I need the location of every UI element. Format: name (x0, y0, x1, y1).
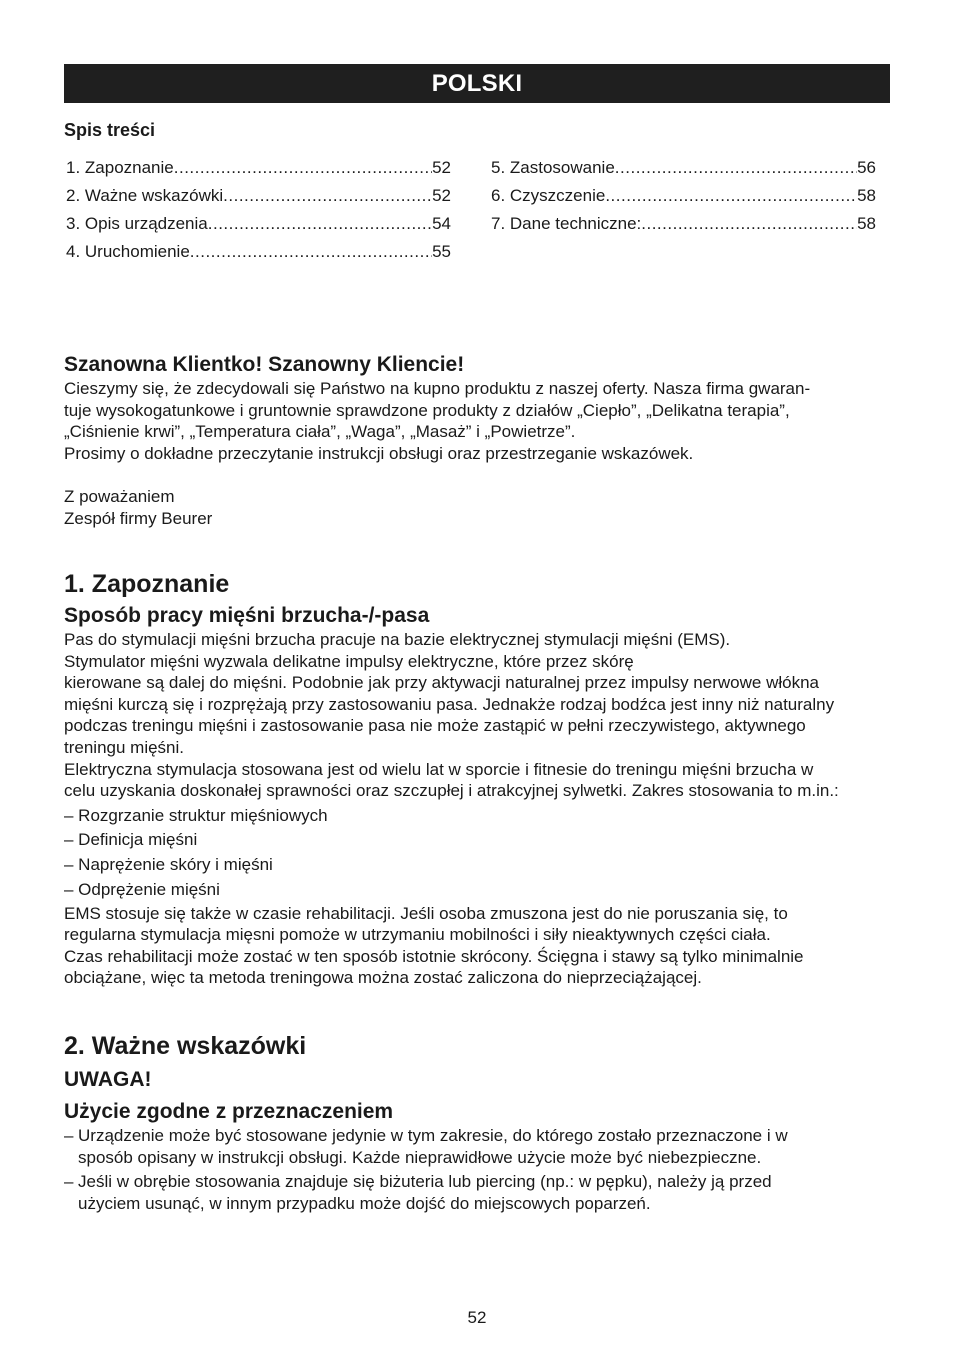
toc-item (66, 156, 451, 184)
section-introduction (64, 569, 890, 989)
toc-item-label: 2. Ważne wskazówki (66, 186, 224, 205)
section-heading: 2. Ważne wskazówki (64, 1032, 307, 1060)
greeting-closing: Z poważaniem (64, 487, 175, 507)
greeting-signature: Zespół firmy Beurer (64, 508, 213, 528)
toc-item (491, 212, 876, 240)
toc-leader-dots (223, 184, 432, 208)
toc-item-page: 52 (432, 158, 451, 177)
bullet-item (64, 1171, 890, 1214)
toc-leader-dots (641, 212, 857, 236)
toc-item-page: 55 (432, 242, 451, 261)
bullet-line: sposób opisany w instrukcji obsługi. Każde nieprawidłowe użycie może być niebezpieczne. (78, 1147, 762, 1167)
toc-item-label: 6. Czyszczenie (491, 186, 606, 205)
language-banner (64, 64, 890, 103)
toc-item (66, 212, 451, 240)
toc-title: Spis treści (64, 120, 156, 140)
bullet-dash: – (64, 1126, 74, 1145)
toc-item-label: 7. Dane techniczne: (491, 214, 642, 233)
toc-leader-dots (190, 240, 432, 264)
page-number: 52 (467, 1308, 487, 1327)
toc-item-page: 54 (432, 214, 451, 233)
bullet-line: Jeśli w obrębie stosowania znajduje się biżuteria lub piercing (np.: w pępku), należy ją przed (78, 1172, 772, 1192)
paragraph-line: Czas rehabilitacji może zostać w ten sposób istotnie skrócony. Ścięgna i stawy są tylko minimalnie (64, 946, 804, 966)
toc-item (66, 184, 451, 212)
paragraph-line: kierowane są dalej do mięśni. Podobnie jak przy aktywacji naturalnej przez impulsy nerwowe włókna (64, 673, 819, 693)
bullet-item (64, 1125, 890, 1168)
greeting-line: Prosimy o dokładne przeczytanie instrukcji obsługi oraz przestrzeganie wskazówek. (64, 443, 694, 463)
toc-leader-dots (174, 156, 432, 180)
toc-item-page: 58 (857, 214, 876, 233)
language-title: POLSKI (431, 69, 523, 97)
greeting-line: Cieszymy się, że zdecydowali się Państwo na kupno produktu z naszej oferty. Nasza firma gwaran- (64, 379, 811, 398)
paragraph-line: mięśni kurczą się i rozprężają przy zastosowaniu pasa. Jednakże rodzaj bodźca jest inny niż naturalny (64, 694, 835, 714)
paragraph-line: Pas do stymulacji mięśni brzucha pracuje na bazie elektrycznej stymulacji mięśni (EMS). (64, 630, 731, 649)
paragraph-line: obciążane, więc ta metoda treningowa można zostać zaliczona do nieprzeciążającej. (64, 968, 702, 988)
paragraph-line: EMS stosuje się także w czasie rehabilitacji. Jeśli osoba zmuszona jest do nie poruszania się, to (64, 903, 788, 923)
toc-column-right (491, 156, 876, 240)
bullet-line: użyciem usunąć, w innym przypadku może dojść do miejscowych poparzeń. (78, 1193, 651, 1213)
paragraph-line: regularna stymulacja mięsni pomoże w utrzymaniu mobilności i siły nieaktywnych części ciała. (64, 925, 771, 945)
greeting-line: tuje wysokogatunkowe i gruntownie sprawdzone produkty z działów „Ciepło”, „Delikatna terapia”, (64, 400, 790, 420)
toc-item-label: 1. Zapoznanie (66, 158, 174, 177)
greeting-section (64, 352, 890, 530)
paragraph-line: Stymulator mięśni wyzwala delikatne impulsy elektryczne, które przez skórę (64, 651, 634, 671)
paragraph-line: treningu mięśni. (64, 737, 185, 757)
bullet-line: Urządzenie może być stosowane jedynie w tym zakresie, do którego zostało przeznaczone i w (78, 1126, 788, 1145)
toc-item-page: 58 (857, 186, 876, 205)
toc-leader-dots (208, 212, 432, 236)
toc-item (491, 156, 876, 184)
toc-leader-dots (615, 156, 857, 180)
section-subheading: Użycie zgodne z przeznaczeniem (64, 1100, 394, 1123)
paragraph-line: podczas treningu mięśni i zastosowanie pasa nie może zastąpić w pełni rzeczywistego, aktywnego (64, 716, 806, 736)
list-item: – Odprężenie mięśni (64, 879, 220, 899)
greeting-heading: Szanowna Klientko! Szanowny Kliencie! (64, 353, 465, 376)
toc-item (66, 240, 451, 268)
section-important-notes (64, 1031, 890, 1217)
toc-column-left (66, 156, 451, 268)
toc-item (491, 184, 876, 212)
list-item: – Definicja mięśni (64, 830, 198, 850)
warning-label: UWAGA! (64, 1068, 152, 1091)
list-item: – Rozgrzanie struktur mięśniowych (64, 805, 328, 825)
paragraph-line: Elektryczna stymulacja stosowana jest od wielu lat w sporcie i fitnesie do treningu mięśni brzucha w (64, 759, 814, 779)
bullet-dash: – (64, 1172, 74, 1192)
toc-item-label: 3. Opis urządzenia (66, 214, 208, 233)
toc-item-page: 52 (432, 186, 451, 205)
toc-item-page: 56 (857, 158, 876, 177)
section-subheading: Sposób pracy mięśni brzucha-/-pasa (64, 604, 430, 627)
greeting-line: „Ciśnienie krwi”, „Temperatura ciała”, „Waga”, „Masaż” i „Powietrze”. (64, 422, 576, 442)
toc-item-label: 4. Uruchomienie (66, 242, 190, 261)
paragraph-line: celu uzyskania doskonałej sprawności oraz szczupłej i atrakcyjnej sylwetki. Zakres stosowania to m.in.: (64, 781, 839, 801)
list-item: – Naprężenie skóry i mięśni (64, 855, 273, 875)
toc-item-label: 5. Zastosowanie (491, 158, 615, 177)
toc-leader-dots (605, 184, 857, 208)
section-heading: 1. Zapoznanie (64, 570, 230, 598)
